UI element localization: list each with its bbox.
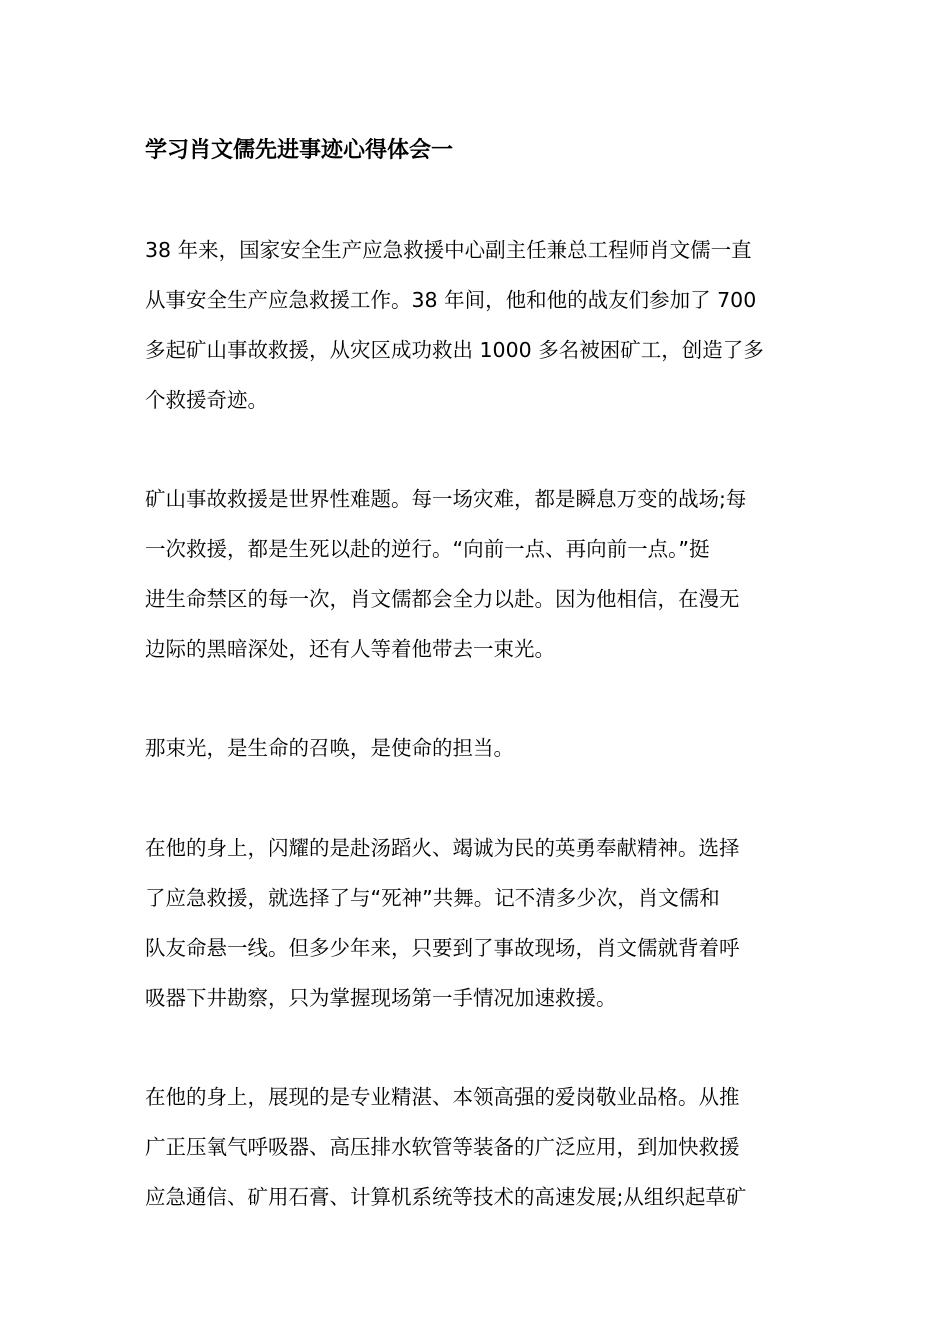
paragraph-line: 那束光，是生命的召唤，是使命的担当。 [145,736,514,760]
paragraph-line: 多起矿山事故救援，从灾区成功救出 1000 多名被困矿工，创造了多 [145,338,764,362]
paragraph-line: 在他的身上，闪耀的是赴汤蹈火、竭诚为民的英勇奉献精神。选择 [145,836,740,860]
paragraph-line: 边际的黑暗深处，还有人等着他带去一束光。 [145,637,555,661]
document-title: 学习肖文儒先进事迹心得体会一 [145,138,454,163]
paragraph-line: 38 年来，国家安全生产应急救援中心副主任兼总工程师肖文儒一直 [145,238,752,262]
paragraph-line: 从事安全生产应急救援工作。38 年间，他和他的战友们参加了 700 [145,288,757,312]
paragraph-4 [145,823,825,1023]
paragraph-line: 应急通信、矿用石膏、计算机系统等技术的高速发展;从组织起草矿 [145,1185,747,1209]
paragraph-5 [145,1072,825,1222]
paragraph-1 [145,225,825,425]
paragraph-line: 了应急救援，就选择了与“死神”共舞。记不清多少次，肖文儒和 [145,886,720,910]
paragraph-2 [145,474,825,674]
paragraph-line: 队友命悬一线。但多少年来，只要到了事故现场，肖文儒就背着呼 [145,936,740,960]
paragraph-line: 矿山事故救援是世界性难题。每一场灾难，都是瞬息万变的战场;每 [145,487,747,511]
paragraph-line: 广正压氧气呼吸器、高压排水软管等装备的广泛应用，到加快救援 [145,1135,740,1159]
paragraph-line: 一次救援，都是生死以赴的逆行。“向前一点、再向前一点。”挺 [145,537,710,561]
paragraph-line: 在他的身上，展现的是专业精湛、本领高强的爱岗敬业品格。从推 [145,1085,740,1109]
paragraph-line: 吸器下井勘察，只为掌握现场第一手情况加速救援。 [145,986,617,1010]
paragraph-line: 进生命禁区的每一次，肖文儒都会全力以赴。因为他相信，在漫无 [145,587,740,611]
paragraph-line: 个救援奇迹。 [145,388,268,412]
paragraph-3 [145,723,825,773]
